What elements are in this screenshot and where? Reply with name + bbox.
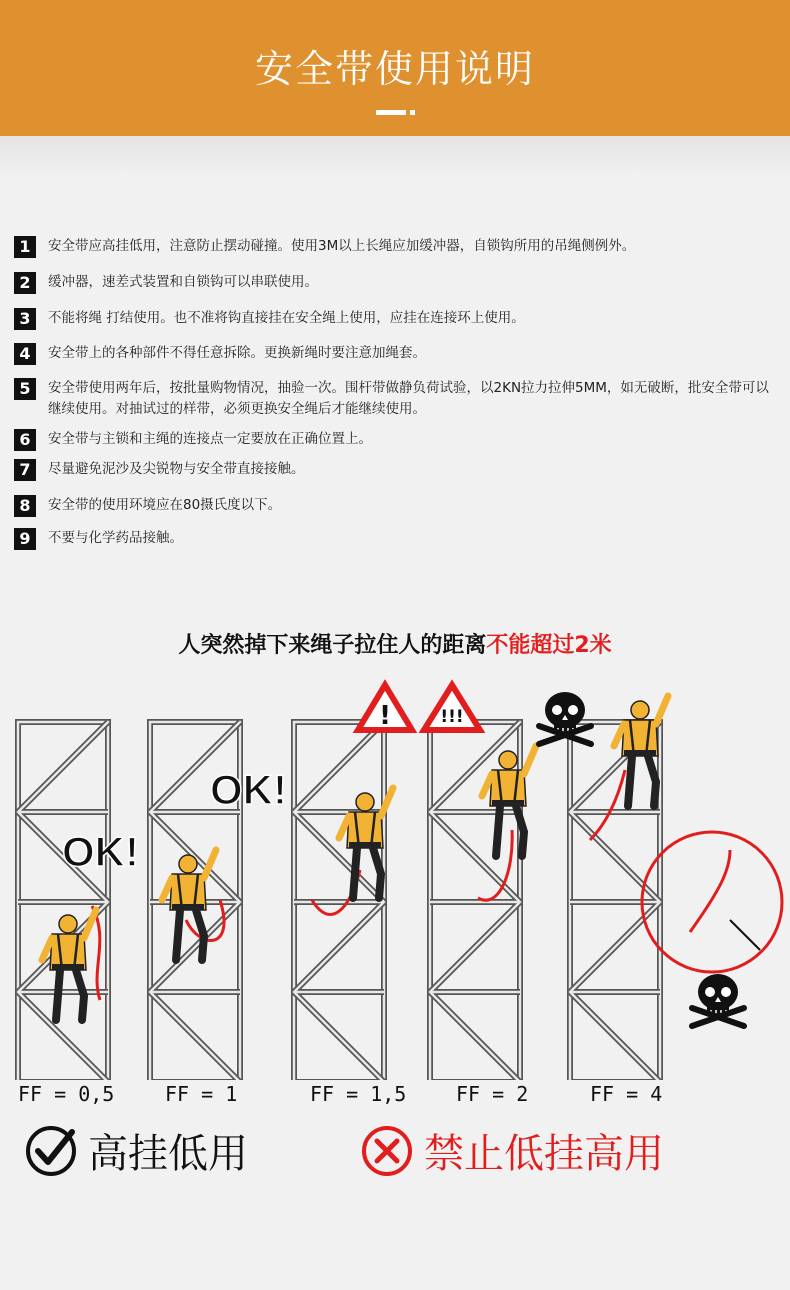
rule-text: 安全带与主锁和主绳的连接点一定要放在正确位置上。 [48,431,372,447]
rule-text: 尽量避免泥沙及尖锐物与安全带直接接触。 [48,461,305,477]
ff-label: FF = 1 [165,1082,238,1106]
rule-text: 不能将绳 打结使用。也不准将钩直接挂在安全绳上使用，应挂在连接环上使用。 [48,310,525,326]
lanyard-line [690,850,730,932]
ff-label: FF = 2 [456,1082,529,1106]
warning-triangle-icon [358,685,412,731]
verdict-bad-label: 禁止低挂高用 [424,1131,664,1177]
svg-text:!: ! [379,701,391,731]
rule-text: 安全带上的各种部件不得任意拆除。更换新绳时要注意加绳套。 [48,345,426,361]
fall-factor-diagram [0,670,790,1080]
rule-text: 安全带应高挂低用，注意防止摆动碰撞。使用3M以上长绳应加缓冲器，自锁钩所用的吊绳侧例外。 [48,238,636,254]
header-shadow-band [0,136,790,176]
fall-distance-headline [0,628,790,659]
rule-item [14,378,778,420]
rule-number: 1 [14,236,36,258]
rule-number: 4 [14,343,36,365]
rule-number: 8 [14,495,36,517]
ff-label: FF = 1,5 [310,1082,407,1106]
rule-number: 9 [14,528,36,550]
rule-item [14,528,778,550]
skull-crossbones-icon [539,692,591,744]
title-underline-dot [410,110,415,115]
rule-text: 缓冲器，速差式装置和自锁钩可以串联使用。 [48,274,318,290]
rule-text: 不要与化学药品接触。 [48,530,183,546]
page-title: 安全带使用说明 [254,47,535,91]
rule-number: 5 [14,378,36,400]
cross-circle-icon [360,1124,414,1178]
rule-number: 6 [14,429,36,451]
ok-label: OK! [62,828,139,875]
verdict-good [24,1122,248,1179]
title-underline [376,110,406,115]
arrow-icon [730,920,760,950]
scaffold-frame [570,722,660,1080]
ff-label: FF = 0,5 [18,1082,115,1106]
rule-item [14,308,778,330]
verdict-bad [360,1122,664,1179]
rule-text: 安全带使用两年后，按批量购物情况，抽验一次。围杆带做静负荷试验，以2KN拉力拉伸5MM，如无破断，批安全带可以继续使用。对抽试过的样带，必须更换安全绳后才能继续使用。 [48,380,769,417]
headline-highlight: 不能超过2米 [486,633,612,658]
rule-text: 安全带的使用环境应在80摄氏度以下。 [48,497,282,513]
rule-item [14,495,778,517]
rule-item [14,459,778,481]
worker-figure [42,910,96,1020]
warning-triangle-icon [424,685,480,730]
svg-text:!!!: !!! [440,707,464,727]
scaffold-frame [294,722,384,1080]
rule-number: 2 [14,272,36,294]
skull-crossbones-icon [692,974,744,1026]
ff-label: FF = 4 [590,1082,663,1106]
worker-figure [482,746,536,856]
ok-label: OK! [210,766,287,813]
rule-item [14,236,778,258]
scaffold-frame [18,722,108,1080]
check-circle-icon [24,1124,78,1178]
page-header [0,0,790,136]
rule-item [14,343,778,365]
verdict-good-label: 高挂低用 [88,1131,248,1177]
rule-item [14,272,778,294]
rule-number: 7 [14,459,36,481]
headline-main: 人突然掉下来绳子拉住人的距离 [178,633,487,658]
rule-item [14,429,778,451]
rule-number: 3 [14,308,36,330]
lanyard-line [590,770,625,840]
